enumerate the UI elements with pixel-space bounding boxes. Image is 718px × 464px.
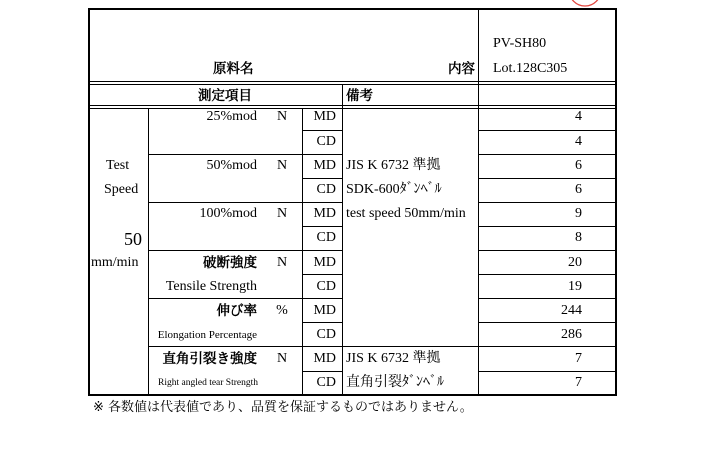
row-line (302, 178, 342, 179)
item-unit: N (276, 351, 288, 366)
direction-label: CD (316, 327, 336, 342)
test-speed-unit: mm/min (91, 255, 139, 270)
item-unit: N (276, 158, 288, 173)
value-cell: 286 (561, 327, 582, 342)
row-line (478, 274, 617, 275)
remarks-standard: JIS K 6732 準拠 (346, 158, 441, 173)
value-cell: 244 (561, 303, 582, 318)
remarks-standard: JIS K 6732 準拠 (346, 351, 441, 366)
remarks-specimen: 直角引裂ﾀﾞﾝﾍﾞﾙ (346, 375, 444, 390)
row-line (478, 371, 617, 372)
group-line (148, 202, 342, 203)
footnote: ※ 各数値は代表値であり、品質を保証するものではありません。 (93, 400, 473, 415)
row-line (478, 178, 617, 179)
remarks-column-divider (342, 84, 343, 396)
row-line (302, 371, 342, 372)
item-name: 直角引裂き強度 (162, 351, 257, 367)
test-speed-label-line1: Test (106, 158, 130, 173)
item-name: 伸び率 (216, 303, 257, 319)
material-name-label: 原料名 (213, 61, 254, 77)
remarks-specimen: SDK-600ﾀﾞﾝﾍﾞﾙ (346, 182, 442, 197)
row-line (302, 226, 342, 227)
value-cell: 9 (575, 206, 582, 221)
group-line (148, 346, 617, 347)
value-cell: 4 (575, 134, 582, 149)
row-line (478, 250, 617, 251)
item-name: 50%mod (206, 158, 257, 173)
value-cell: 20 (568, 255, 582, 270)
direction-label: CD (316, 182, 336, 197)
row-line (478, 322, 617, 323)
subheader-double-line-bottom (88, 108, 617, 109)
direction-label: MD (313, 351, 336, 366)
test-speed-value: 50 (124, 229, 142, 249)
item-unit: N (276, 109, 288, 124)
item-unit: N (276, 255, 288, 270)
value-cell: 4 (575, 109, 582, 124)
row-line (478, 298, 617, 299)
content-label: 内容 (448, 61, 475, 77)
subheader-double-line-top (88, 105, 617, 106)
direction-label: CD (316, 375, 336, 390)
remarks-test-speed: test speed 50mm/min (346, 206, 466, 221)
row-line (302, 274, 342, 275)
group-line (148, 298, 342, 299)
direction-label: CD (316, 230, 336, 245)
measurement-item-label: 測定項目 (198, 88, 252, 104)
remarks-label: 備考 (346, 88, 373, 104)
value-cell: 6 (575, 158, 582, 173)
header-double-line-top (88, 81, 617, 82)
item-name-english: Elongation Percentage (157, 329, 257, 341)
row-line (302, 322, 342, 323)
product-name: PV-SH80 (493, 36, 547, 51)
row-line (302, 130, 342, 131)
direction-label: MD (313, 206, 336, 221)
row-line (478, 226, 617, 227)
item-name-english: Tensile Strength (165, 279, 257, 294)
direction-label: MD (313, 255, 336, 270)
row-line (478, 130, 617, 131)
speed-column-divider (148, 108, 149, 396)
group-line (148, 250, 342, 251)
lot-number: Lot.128C305 (493, 61, 568, 76)
item-name-english: Right angled tear Strength (158, 378, 258, 388)
value-cell: 6 (575, 182, 582, 197)
row-line (478, 202, 617, 203)
header-double-line-bottom (88, 84, 617, 85)
direction-column-divider (302, 108, 303, 396)
direction-label: MD (313, 303, 336, 318)
direction-label: CD (316, 134, 336, 149)
value-cell: 7 (575, 375, 582, 390)
value-cell: 8 (575, 230, 582, 245)
item-name: 25%mod (206, 109, 257, 124)
item-unit: % (276, 303, 288, 318)
direction-label: CD (316, 279, 336, 294)
direction-label: MD (313, 158, 336, 173)
group-line (148, 154, 342, 155)
item-name: 破断強度 (203, 255, 257, 271)
value-cell: 19 (568, 279, 582, 294)
item-unit: N (276, 206, 288, 221)
item-name: 100%mod (199, 206, 257, 221)
direction-label: MD (313, 109, 336, 124)
value-cell: 7 (575, 351, 582, 366)
test-speed-label-line2: Speed (104, 182, 139, 197)
row-line (478, 154, 617, 155)
